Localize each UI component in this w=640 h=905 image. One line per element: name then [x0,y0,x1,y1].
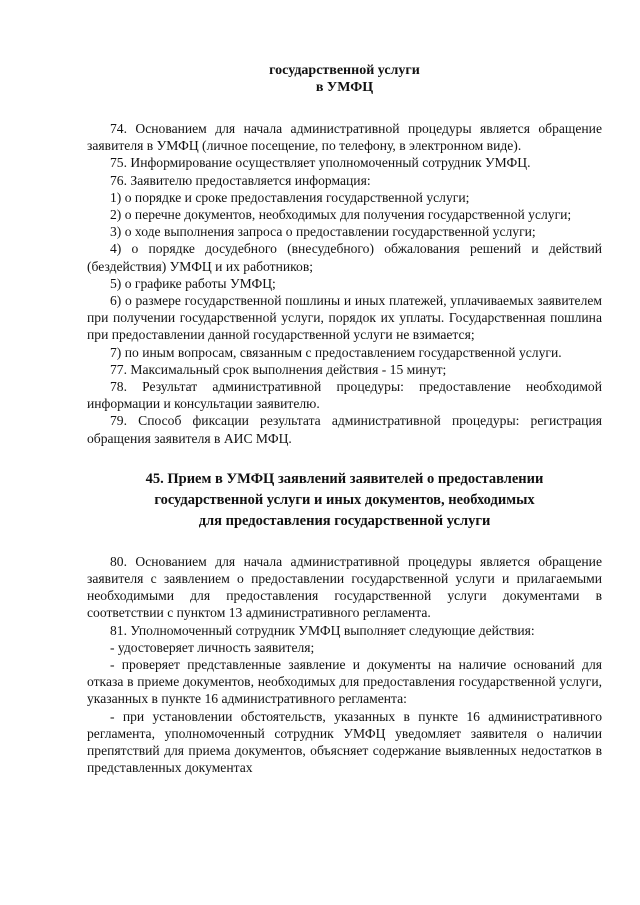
paragraph-77: 77. Максимальный срок выполнения действия - 15 минут; [110,361,447,377]
paragraph-81: 81. Уполномоченный сотрудник УМФЦ выполняет следующие действия: [110,622,535,638]
section-45-title [87,469,602,532]
list-item-3: 3) о ходе выполнения запроса о предоставлении государственной услуги; [110,224,536,240]
list-item-7: 7) по иным вопросам, связанным с предоставлением государственной услуги. [110,344,562,360]
paragraph-80: 80. Основанием для начала административной процедуры является обращение заявителя с заявлением о предоставлении государственной услуги и прилагаемыми необходимыми для предоставления государственной услуги документами в соответствии с пунктом 13 административного регламента. [87,553,602,621]
list-item-2: 2) о перечне документов, необходимых для получения государственной услуги; [110,207,572,223]
list-item-5: 5) о графике работы УМФЦ; [110,275,276,291]
paragraph-74: 74. Основанием для начала административной процедуры является обращение заявителя в УМФЦ (личное посещение, по телефону, в электронном виде). [87,121,602,154]
list-item-4: 4) о порядке досудебного (внесудебного) обжалования решений и действий (бездействия) УМФЦ и их работников; [87,241,602,274]
section-title-line-3: для предоставления государственной услуги [198,512,491,529]
title-line-2: в УМФЦ [315,80,374,95]
action-item-2: - проверяет представленные заявление и документы на наличие оснований для отказа в приеме документов, необходимых для предоставления государственной услуги, указанных в пункте 16 административного регламента: [87,657,602,707]
block-1 [87,120,602,447]
block-2 [87,553,602,777]
section-title-line-2: государственной услуги и иных документов, необходимых [154,491,535,508]
paragraph-76: 76. Заявителю предоставляется информация: [110,172,371,188]
action-item-1: - удостоверяет личность заявителя; [110,639,315,655]
paragraph-75: 75. Информирование осуществляет уполномоченный сотрудник УМФЦ. [110,155,531,171]
list-item-1: 1) о порядке и сроке предоставления государственной услуги; [110,189,470,205]
list-item-6: 6) о размере государственной пошлины и иных платежей, уплачиваемых заявителем при получении государственной услуги, порядок их уплаты. Государственная пошлина при предоставлении данной государственной услуги не взимается; [87,293,602,343]
paragraph-78: 78. Результат административной процедуры: предоставление необходимой информации и консультации заявителю. [87,379,602,412]
action-item-3: - при установлении обстоятельств, указанных в пункте 16 административного регламента, уполномоченный сотрудник УМФЦ уведомляет заявителя о наличии препятствий для приема документов, объясняет содержание выявленных недостатков в представленных документах [87,708,602,776]
header-title [87,62,602,96]
paragraph-79: 79. Способ фиксации результата административной процедуры: регистрация обращения заявителя в АИС МФЦ. [87,413,602,446]
title-line-1: государственной услуги [269,63,420,78]
section-title-line-1: 45. Прием в УМФЦ заявлений заявителей о предоставлении [145,470,544,487]
